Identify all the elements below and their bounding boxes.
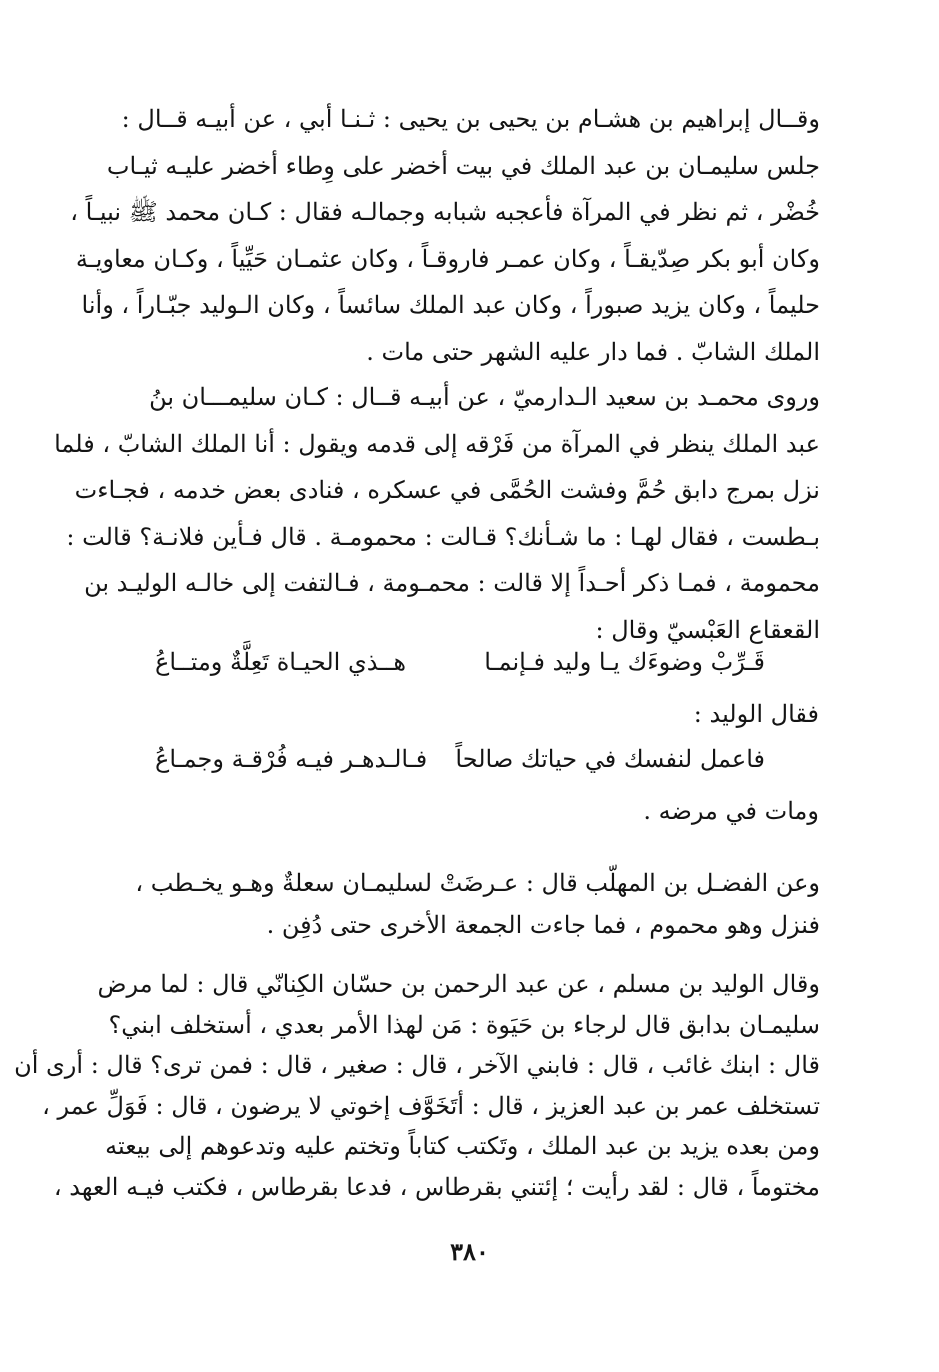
page-number: ٣٨٠ [450,1237,489,1266]
text-line: وقــال إبراهيم بن هشـام بن يحيى بن يحيى : ثـنـا أبي ، عن أبيـه قــال : [121,105,820,133]
text-line: وكان أبو بكر صِدّيقـاً ، وكان عمـر فاروقـاً ، وكان عثمـان حَيِّياً ، وكـان معاويـة [75,244,820,273]
text-line: وعن الفضـل بن المهلّب قال : عـرضَتْ لسليمـان سعلةٌ وهـو يخـطب ، [135,869,820,897]
paragraph-darimi-narration [54,374,820,653]
text-line: محمومة ، فمـا ذكر أحـداً إلا قالت : محمـومة ، فـالتفت إلى خالـه الوليـد بن [84,569,820,597]
paragraph-muhallab-narration [120,862,820,946]
verse-intro: فقال الوليد : [693,700,819,728]
poem-verse [155,648,765,688]
verse-second-hemistich: هــذي الحيـاة تَعِلَّةٌ ومتــاعُ [155,648,407,676]
text-line: حليماً ، وكان يزيد صبوراً ، وكان عبد الملك سائساً ، وكان الـوليد جبّـاراً ، وأنا [81,291,820,319]
poem-verse [155,745,765,785]
paragraph-succession [14,964,820,1207]
text-line: عبد الملك ينظر في المرآة من فَرْقه إلى قدمه ويقول : أنا الملك الشابّ ، فلما [54,429,820,458]
text-line: سليمـان بدابق قال لرجاء بن حَيَوة : مَن لهذا الأمر بعدي ، أستخلف ابني؟ [108,1010,820,1039]
after-verses-line: ومات في مرضه . [643,797,819,825]
text-line: جلس سليمـان بن عبد الملك في بيت أخضر على وِطاء أخضر عليـه ثيـاب [106,151,820,180]
text-line: نزل بمرج دابق حُمَّ وفشت الحُمَّى في عسكره ، فنادى بعض خدمه ، فجـاءت [74,476,820,504]
verse-second-hemistich: فـالـدهـر فيـه فُرْقـة وجمـاعُ [155,745,428,773]
text-line: فنزل وهو محموم ، فما جاءت الجمعة الأخرى حتى دُفِن . [266,911,820,939]
text-line: تستخلف عمر بن عبد العزيز ، قال : أتَخَوَّف إخوتي لا يرضون ، قال : فَوَلِّ عمر ، [42,1091,820,1120]
text-line: ومن بعده يزيد بن عبد الملك ، وتَكتب كتاباً وتختم عليه وتدعوهم إلى بيعته [105,1132,820,1160]
text-line: وقال الوليد بن مسلم ، عن عبد الرحمن بن حسّان الكِنانّي قال : لما مرض [97,970,820,998]
text-line: بـطست ، فقال لهـا : ما شـأنك؟ قـالت : محمومـة . قال فـأين فلانـة؟ قالت : [66,522,820,551]
text-line: قال : ابنك غائب ، قال : فابني الآخر ، قال : صغير ، قال : فمن ترى؟ قال : أرى أن [14,1051,820,1079]
verse-first-hemistich: فاعمل لنفسك في حياتك صالحاً [455,745,765,773]
verse-first-hemistich: قَـرِّبْ وضوءَك يـا وليد فـإنمـا [484,648,765,676]
paragraph-sulayman-mirror [70,96,820,375]
text-line: وروى محمـد بن سعيد الـدارميّ ، عن أبيـه قــال : كـان سليمـــان بنُ [149,383,820,411]
text-line: خُضْر ، ثم نظر في المرآة فأعجبه شبابه وجمالـه فقال : كـان محمد ﷺ نبيـاً ، [70,198,820,226]
text-line: مختوماً ، قال : لقد رأيت ؛ إئتني بقرطاس ، فدعا بقرطاس ، فكتب فيـه العهد ، [53,1172,820,1201]
text-line: الملك الشابّ . فما دار عليه الشهر حتى مات . [366,337,820,366]
text-line: القعقاع العَبْسيّ وقال : [595,615,820,644]
